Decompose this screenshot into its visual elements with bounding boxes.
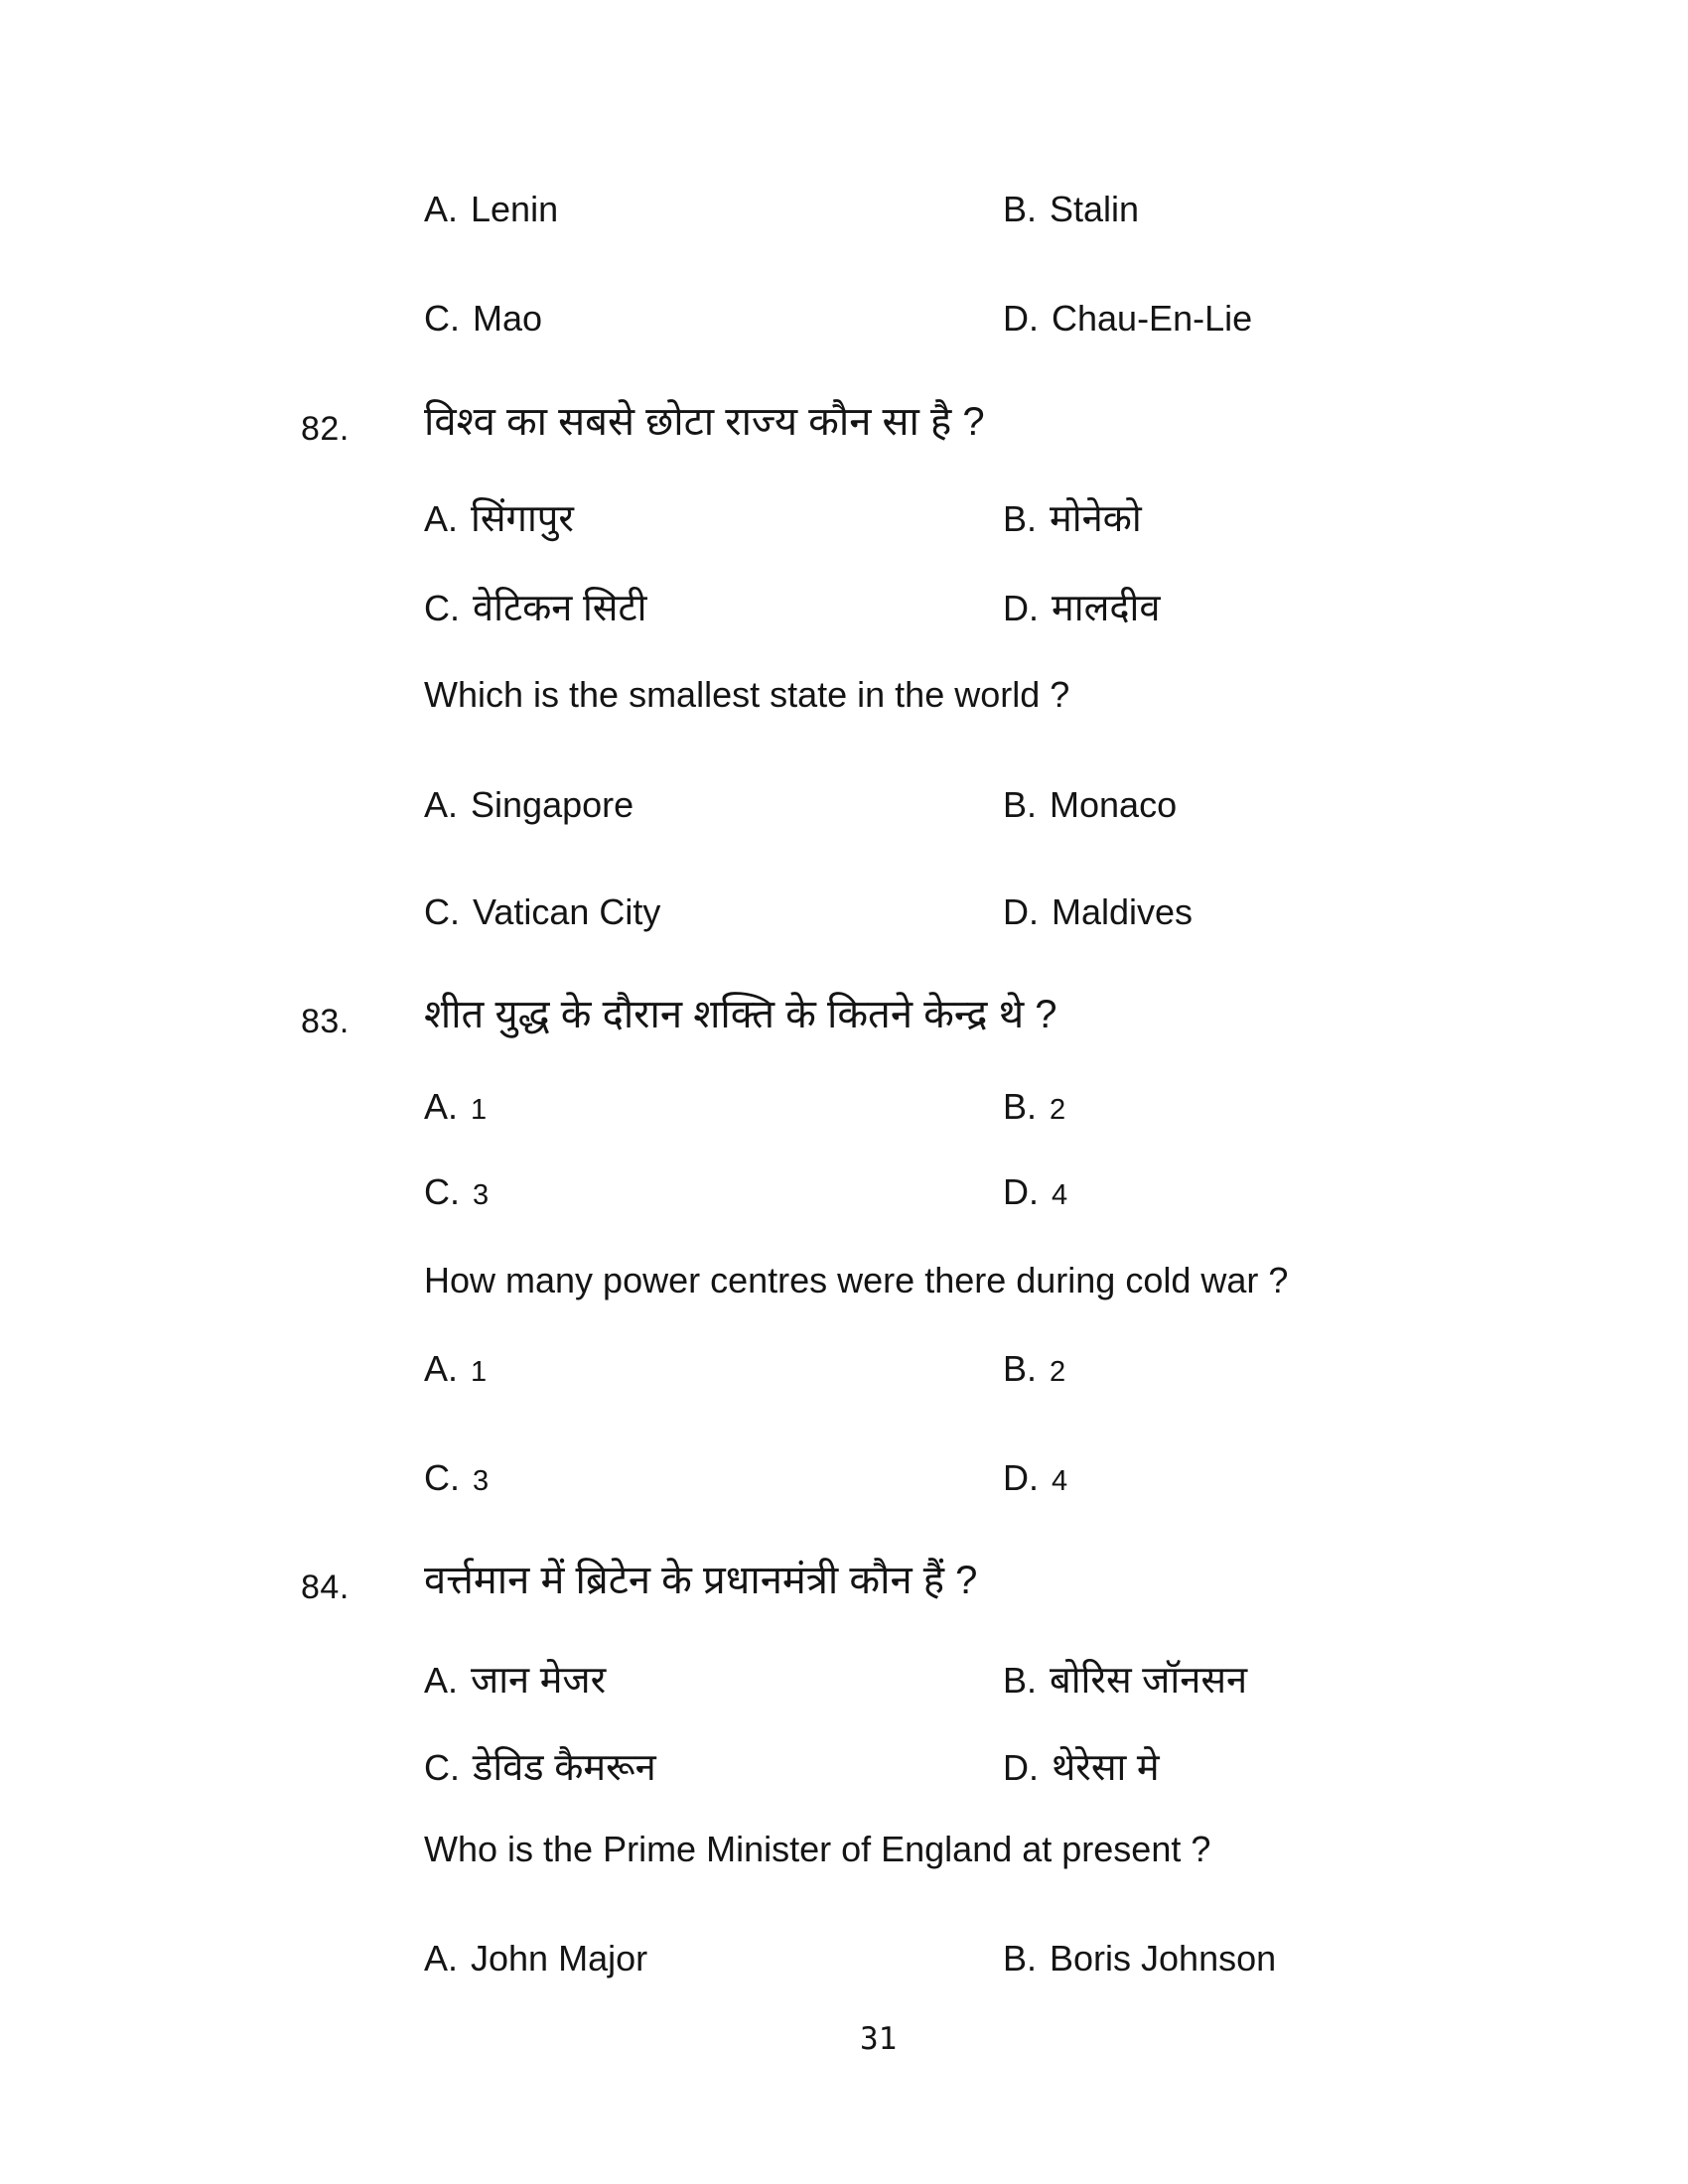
option-text: 1 xyxy=(471,1356,488,1388)
option-letter: D. xyxy=(1003,1171,1039,1212)
option-letter: C. xyxy=(424,298,460,339)
question-82-number: 82. xyxy=(301,410,350,448)
question-84-number: 84. xyxy=(301,1569,350,1606)
option-letter: A. xyxy=(424,784,459,825)
option-84-hindi-c xyxy=(424,1740,656,1792)
option-text: Vatican City xyxy=(473,891,661,932)
option-text: जान मेजर xyxy=(471,1660,607,1702)
option-text: Singapore xyxy=(471,784,634,825)
question-83-number: 83. xyxy=(301,1003,350,1040)
option-84-english-a xyxy=(424,1938,647,1979)
option-letter: D. xyxy=(1003,1747,1039,1788)
option-letter: A. xyxy=(424,1660,459,1701)
option-82-hindi-c xyxy=(424,581,646,632)
option-83-english-b xyxy=(1003,1348,1065,1390)
option-letter: C. xyxy=(424,1457,460,1498)
option-letter: B. xyxy=(1003,1086,1038,1127)
option-letter: A. xyxy=(424,1348,459,1389)
option-text: 2 xyxy=(1050,1094,1066,1126)
option-text: Mao xyxy=(473,298,543,339)
option-text: 1 xyxy=(471,1094,488,1126)
page-number: 31 xyxy=(860,2021,898,2057)
option-84-hindi-a xyxy=(424,1653,606,1705)
option-83-english-a xyxy=(424,1348,487,1390)
option-letter: A. xyxy=(424,189,459,229)
option-text: डेविड कैमरून xyxy=(473,1747,656,1789)
option-letter: B. xyxy=(1003,498,1038,539)
option-letter: A. xyxy=(424,1938,459,1979)
question-84-english-text: Who is the Prime Minister of England at present ? xyxy=(424,1829,1211,1869)
option-text: 3 xyxy=(473,1465,490,1497)
question-83-hindi-text: शीत युद्ध के दौरान शक्ति के कितने केन्द्र थे ? xyxy=(424,993,1057,1036)
option-letter: D. xyxy=(1003,298,1039,339)
option-83-hindi-d xyxy=(1003,1171,1067,1213)
option-82-english-d xyxy=(1003,891,1193,933)
option-82-hindi-a xyxy=(424,491,574,543)
option-letter: B. xyxy=(1003,189,1038,229)
option-text: Lenin xyxy=(471,189,559,229)
option-letter: B. xyxy=(1003,784,1038,825)
option-text: मालदीव xyxy=(1052,588,1161,629)
question-82-hindi-text: विश्व का सबसे छोटा राज्य कौन सा है ? xyxy=(424,400,985,444)
option-letter: B. xyxy=(1003,1660,1038,1701)
question-84-hindi-text: वर्त्तमान में ब्रिटेन के प्रधानमंत्री कौन हैं ? xyxy=(424,1559,978,1602)
option-82-english-c xyxy=(424,891,660,933)
option-letter: A. xyxy=(424,1086,459,1127)
option-letter: D. xyxy=(1003,891,1039,932)
option-83-english-c xyxy=(424,1457,489,1499)
option-84-english-b xyxy=(1003,1938,1276,1979)
option-82-english-a xyxy=(424,784,633,826)
option-text: Monaco xyxy=(1050,784,1178,825)
option-81-english-b xyxy=(1003,189,1139,230)
option-83-hindi-b xyxy=(1003,1086,1065,1128)
option-text: Maldives xyxy=(1052,891,1194,932)
option-84-hindi-d xyxy=(1003,1740,1160,1792)
option-83-hindi-a xyxy=(424,1086,487,1128)
option-82-hindi-d xyxy=(1003,581,1160,632)
option-letter: B. xyxy=(1003,1348,1038,1389)
option-letter: A. xyxy=(424,498,459,539)
option-text: John Major xyxy=(471,1938,648,1979)
option-81-english-c xyxy=(424,298,542,340)
option-letter: C. xyxy=(424,1747,460,1788)
option-text: मोनेको xyxy=(1050,498,1142,540)
option-83-english-d xyxy=(1003,1457,1067,1499)
question-82-english-text: Which is the smallest state in the world ? xyxy=(424,674,1070,715)
option-81-english-a xyxy=(424,189,558,230)
option-text: वेटिकन सिटी xyxy=(473,588,647,629)
option-text: 2 xyxy=(1050,1356,1066,1388)
option-text: 4 xyxy=(1052,1465,1068,1497)
option-text: Boris Johnson xyxy=(1050,1938,1277,1979)
option-letter: C. xyxy=(424,1171,460,1212)
option-81-english-d xyxy=(1003,298,1252,340)
option-text: Chau-En-Lie xyxy=(1052,298,1253,339)
option-letter: C. xyxy=(424,588,460,628)
option-82-english-b xyxy=(1003,784,1177,826)
option-letter: D. xyxy=(1003,588,1039,628)
option-text: 3 xyxy=(473,1179,490,1211)
option-83-hindi-c xyxy=(424,1171,489,1213)
option-84-hindi-b xyxy=(1003,1653,1247,1705)
option-text: बोरिस जॉनसन xyxy=(1050,1660,1248,1702)
option-text: 4 xyxy=(1052,1179,1068,1211)
question-83-english-text: How many power centres were there during cold war ? xyxy=(424,1260,1289,1300)
option-82-hindi-b xyxy=(1003,491,1142,543)
option-letter: D. xyxy=(1003,1457,1039,1498)
option-text: सिंगापुर xyxy=(471,498,574,540)
option-letter: C. xyxy=(424,891,460,932)
option-letter: B. xyxy=(1003,1938,1038,1979)
option-text: थेरेसा मे xyxy=(1052,1747,1160,1789)
option-text: Stalin xyxy=(1050,189,1140,229)
